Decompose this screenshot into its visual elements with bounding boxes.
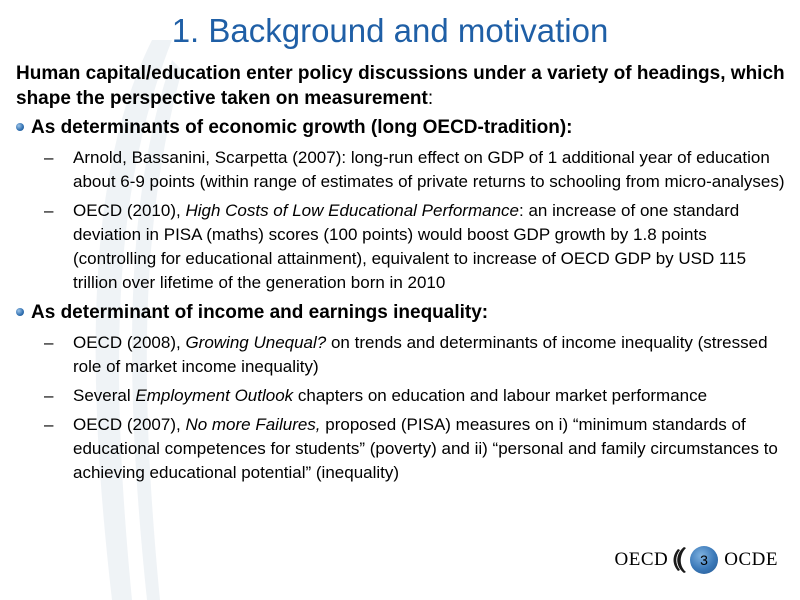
oecd-logo-mark-icon	[672, 546, 688, 574]
section-heading-text: As determinants of economic growth (long OECD-tradition):	[31, 117, 573, 138]
section-heading-text: As determinant of income and earnings inequality:	[31, 302, 489, 323]
item-text: OECD (2010),	[73, 201, 186, 220]
dash-icon: –	[44, 415, 54, 434]
footer-logo	[615, 545, 778, 575]
intro-text: Human capital/education enter policy discussions under a variety of headings, which shape the perspective taken on measurement	[16, 63, 785, 109]
dash-icon: –	[44, 148, 54, 167]
item-text: Several	[73, 386, 136, 405]
item-text: OECD (2008),	[73, 333, 186, 352]
item-italic-text: Growing Unequal?	[185, 333, 327, 352]
list-item	[16, 331, 786, 379]
section-heading-growth	[16, 115, 786, 140]
item-text-post: chapters on education and labour market performance	[293, 386, 708, 405]
item-italic-text: Employment Outlook	[135, 386, 294, 405]
page-number: 3	[700, 552, 709, 568]
item-text-post: proposed (PISA) measures on i) “minimum standards of educational competences for students” (poverty) and ii) “personal and family circumstances to achieving educational potential” (inequality)	[73, 415, 778, 482]
slide-title: 1. Background and motivation	[171, 12, 609, 49]
oecd-logo-text: OECD	[614, 549, 669, 570]
item-text-post: on trends and determinants of income inequality (stressed role of market income inequality)	[73, 333, 768, 376]
dash-icon: –	[44, 386, 54, 405]
item-text: Arnold, Bassanini, Scarpetta (2007): long-run effect on GDP of 1 additional year of education about 6-9 points (within range of estimates of private returns to schooling from micro-analyses)	[73, 148, 785, 191]
bullet-icon	[16, 308, 24, 316]
intro-colon: :	[427, 88, 434, 109]
section-heading-inequality	[16, 300, 786, 325]
dash-icon: –	[44, 201, 54, 220]
slide-body	[16, 61, 786, 490]
list-item	[16, 146, 786, 194]
list-item	[16, 413, 786, 485]
dash-icon: –	[44, 333, 54, 352]
list-item	[16, 384, 786, 408]
intro-paragraph	[16, 61, 786, 111]
page-number-badge	[690, 546, 718, 574]
bullet-icon	[16, 123, 24, 131]
ocde-logo-text: OCDE	[724, 549, 778, 570]
item-italic-text: No more Failures,	[185, 415, 321, 434]
item-italic-text: High Costs of Low Educational Performance	[185, 201, 519, 220]
item-text: OECD (2007),	[73, 415, 186, 434]
list-item	[16, 199, 786, 295]
item-text-post: : an increase of one standard deviation in PISA (maths) scores (100 points) would boost GDP growth by 1.8 points (controlling for educational attainment), equivalent to increase of OECD GDP by USD 115 trillion over lifetime of the generation born in 2010	[73, 201, 747, 292]
